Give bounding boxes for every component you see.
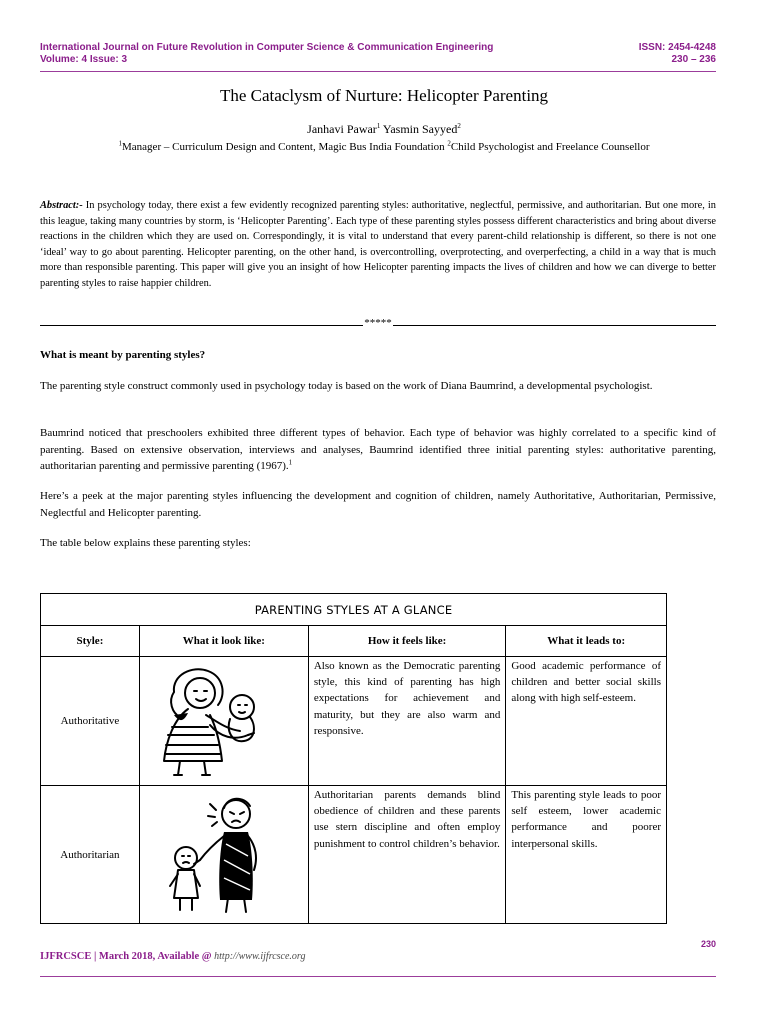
section-separator xyxy=(40,317,716,329)
page-number: 230 xyxy=(700,939,716,949)
separator-line-left xyxy=(40,325,363,326)
table-header-row xyxy=(41,626,667,657)
paper-affiliations xyxy=(0,141,768,153)
header-rule xyxy=(40,71,716,72)
footer-rule xyxy=(40,976,716,977)
authoritarian-parent-scolding-child-illustration xyxy=(144,786,304,918)
author-1: Janhavi Pawar xyxy=(307,122,377,136)
paragraph-2-sup: 1 xyxy=(288,458,293,467)
style-cell: Authoritarian xyxy=(41,786,140,924)
table-row xyxy=(41,657,667,786)
journal-issn: ISSN: 2454-4248 xyxy=(638,42,716,53)
authoritative-parent-hugging-child-illustration xyxy=(144,657,304,782)
paragraph-2 xyxy=(40,425,716,475)
table-caption: PARENTING STYLES AT A GLANCE xyxy=(41,594,667,626)
leads-cell: Good academic performance of children and better social skills along with high self-esteem. xyxy=(506,657,667,786)
parenting-styles-table xyxy=(40,593,667,924)
abstract xyxy=(40,198,716,292)
table-row xyxy=(41,786,667,924)
separator-line-right xyxy=(393,325,716,326)
affil-2-sup: 2 xyxy=(447,139,451,148)
abstract-label: Abstract:- xyxy=(40,200,83,211)
table-header-cell: What it look like: xyxy=(139,626,308,657)
affil-1-sup: 1 xyxy=(118,139,123,148)
leads-cell: This parenting style leads to poor self esteem, lower academic performance and poorer interpersonal skills. xyxy=(506,786,667,924)
abstract-text: In psychology today, there exist a few evidently recognized parenting styles: authoritative, neglectful, permissive, and authoritarian. But one more, in this league, taking many countries by storm, is ‘Helicopter Parenting’. Each type of these parenting styles possess different characteristics and bring about diverse reactions in the children which they are used on. Correspondingly, it is vital to understand that every parent-child relationship is different, so there is not one ‘ideal’ way to go about parenting. Helicopter parenting, on the other hand, is overcontrolling, overprotecting, and overperfecting, a child in a way that is much more than responsible parenting. This paper will give you an insight of how Helicopter parenting impacts the lives of children and how we can diverge to better parenting styles to raise happier children. xyxy=(40,200,716,289)
illustration-cell xyxy=(139,786,308,924)
author-2-sup: 2 xyxy=(457,122,461,130)
affil-1: Manager – Curriculum Design and Content, Magic Bus India Foundation xyxy=(122,141,448,153)
journal-volume: Volume: 4 Issue: 3 xyxy=(40,54,128,65)
table-header-cell: What it leads to: xyxy=(506,626,667,657)
paragraph-1: The parenting style construct commonly used in psychology today is based on the work of Diana Baumrind, a developmental psychologist. xyxy=(40,380,653,392)
affil-2: Child Psychologist and Freelance Counsellor xyxy=(450,141,650,153)
paper-title: The Cataclysm of Nurture: Helicopter Parenting xyxy=(219,86,549,105)
feels-cell: Also known as the Democratic parenting style, this kind of parenting has high expectations for achievement and maturity, but they are also warm and responsive. xyxy=(308,657,506,786)
author-1-sup: 1 xyxy=(376,122,381,130)
feels-cell: Authoritarian parents demands blind obedience of children and these parents use stern discipline and often employ punishment to control children’s behavior. xyxy=(308,786,506,924)
journal-pages: 230 – 236 xyxy=(671,54,716,65)
table-header-cell: Style: xyxy=(41,626,140,657)
separator-stars: ***** xyxy=(364,317,392,329)
paper-authors xyxy=(0,122,768,137)
style-cell: Authoritative xyxy=(41,657,140,786)
illustration-cell xyxy=(139,657,308,786)
paragraph-3: Here’s a peek at the major parenting styles influencing the development and cognition of children, namely Authoritative, Authoritarian, Permissive, Neglectful and Helicopter parenting. xyxy=(40,490,716,519)
section-heading: What is meant by parenting styles? xyxy=(40,349,206,361)
journal-name: International Journal on Future Revolution in Computer Science & Communication Engineering xyxy=(40,42,494,53)
paragraph-2-text: Baumrind noticed that preschoolers exhibited three different types of behavior. Each type of behavior was highly correlated to a specific kind of parenting. Based on extensive observation, interviews and analyses, Baumrind identified three initial parenting styles: authoritative parenting, authoritarian parenting and permissive parenting (1967). xyxy=(40,427,716,472)
paragraph-4: The table below explains these parenting styles: xyxy=(40,537,251,549)
author-2: Yasmin Sayyed xyxy=(380,122,458,136)
footer xyxy=(40,951,305,962)
table-header-cell: How it feels like: xyxy=(308,626,506,657)
footer-journal: IJFRCSCE | March 2018, Available @ xyxy=(40,951,215,962)
journal-link[interactable]: http://www.ijfrcsce.org xyxy=(214,951,306,962)
